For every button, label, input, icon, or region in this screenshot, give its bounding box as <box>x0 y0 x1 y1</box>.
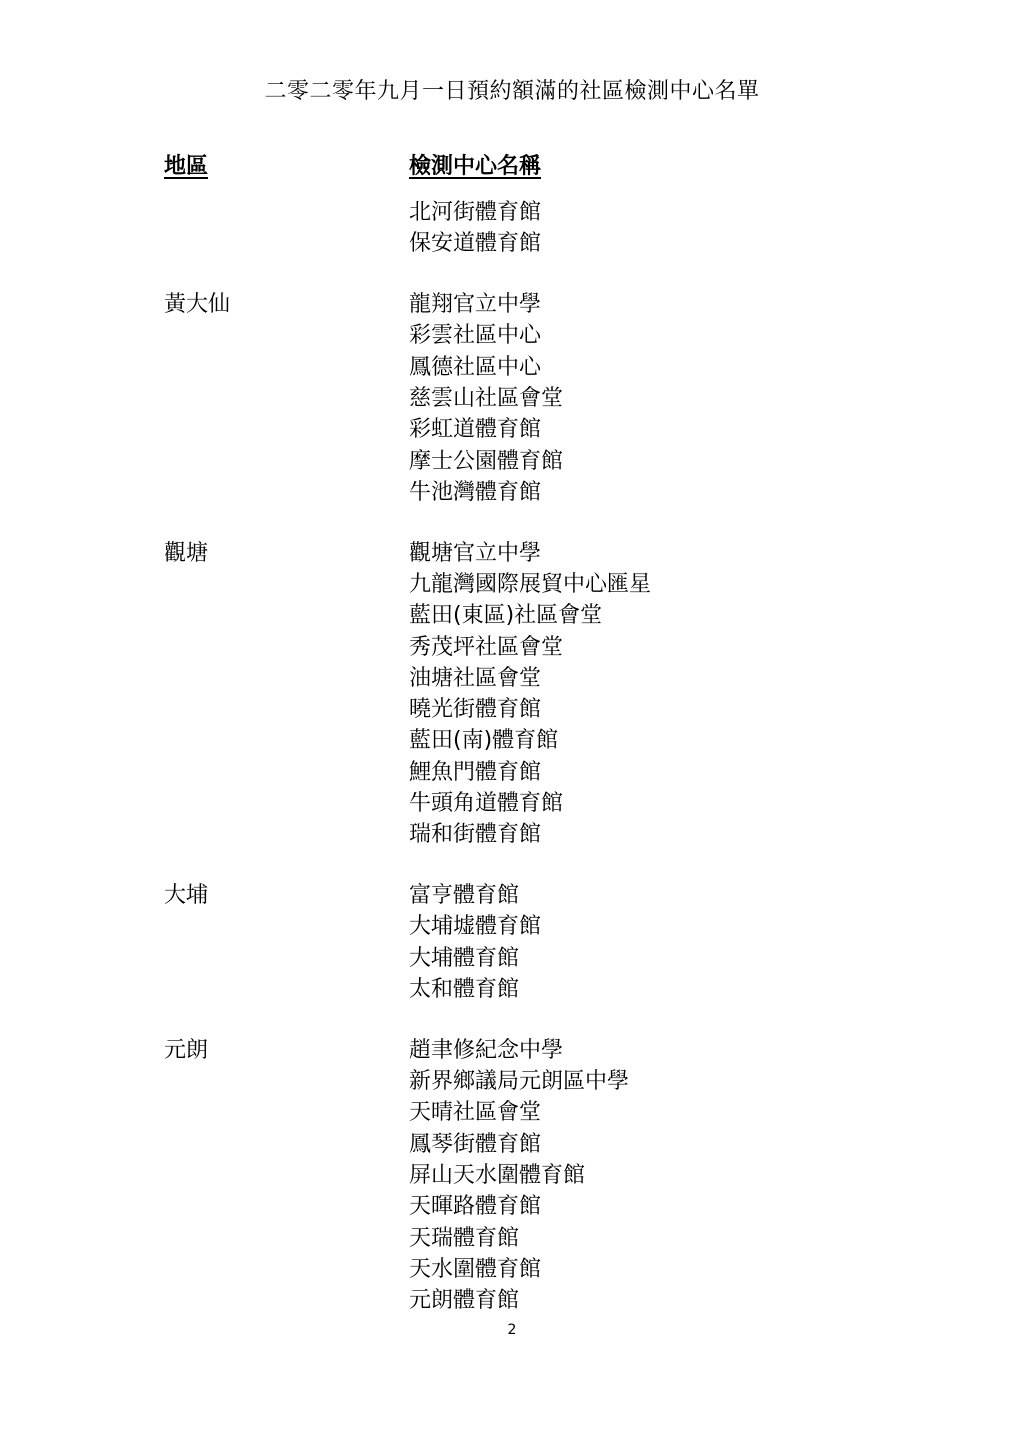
centre-name: 彩虹道體育館 <box>409 417 542 443</box>
page-number: 2 <box>507 1322 517 1338</box>
centre-name: 藍田(南)體育館 <box>409 728 559 754</box>
district-name: 元朗 <box>164 1037 209 1063</box>
centre-name: 藍田(東區)社區會堂 <box>409 603 603 629</box>
district-group <box>0 880 1024 1005</box>
district-group <box>0 289 1024 508</box>
centre-name: 天瑞體育館 <box>409 1225 520 1251</box>
centre-name: 鯉魚門體育館 <box>409 759 542 785</box>
centre-column-header: 檢測中心名稱 <box>409 154 542 179</box>
centre-list <box>409 289 1024 508</box>
centre-name: 油塘社區會堂 <box>409 665 542 691</box>
centre-name: 屏山天水圍體育館 <box>409 1163 586 1189</box>
centre-name: 大埔體育館 <box>409 945 520 971</box>
centre-name: 北河街體育館 <box>409 200 542 225</box>
centre-list <box>409 880 1024 1005</box>
page-title: 二零二零年九月一日預約額滿的社區檢測中心名單 <box>264 79 760 104</box>
centre-name: 鳳德社區中心 <box>409 354 542 380</box>
centre-name: 天暉路體育館 <box>409 1194 542 1220</box>
district-column-header: 地區 <box>164 154 209 179</box>
centre-name: 牛頭角道體育館 <box>409 791 564 817</box>
centre-name: 保安道體育館 <box>409 231 542 257</box>
centre-name: 元朗體育館 <box>409 1288 520 1314</box>
district-groups <box>0 197 1024 1346</box>
district-name: 黃大仙 <box>164 292 231 318</box>
centre-name: 彩雲社區中心 <box>409 323 542 349</box>
centre-name: 瑞和街體育館 <box>409 822 542 848</box>
centre-name: 太和體育館 <box>409 977 520 1003</box>
district-group <box>0 1035 1024 1317</box>
district-group <box>0 197 1024 260</box>
centre-name: 大埔墟體育館 <box>409 914 542 940</box>
table-header <box>0 149 1024 181</box>
centre-name: 趙聿修紀念中學 <box>409 1037 564 1063</box>
centre-name: 觀塘官立中學 <box>409 540 542 566</box>
centre-name: 曉光街體育館 <box>409 697 542 723</box>
centre-name: 新界鄉議局元朗區中學 <box>409 1069 630 1095</box>
centre-list <box>409 538 1024 851</box>
centre-list <box>409 1035 1024 1317</box>
district-name: 大埔 <box>164 883 209 909</box>
centre-name: 鳳琴街體育館 <box>409 1131 542 1157</box>
centre-name: 慈雲山社區會堂 <box>409 385 564 411</box>
district-group <box>0 538 1024 851</box>
centre-name: 牛池灣體育館 <box>409 479 542 505</box>
centre-name: 摩士公園體育館 <box>409 448 564 474</box>
centre-name: 天水圍體育館 <box>409 1256 542 1282</box>
centre-name: 九龍灣國際展貿中心匯星 <box>409 571 652 597</box>
centre-name: 龍翔官立中學 <box>409 292 542 318</box>
centre-name: 富亨體育館 <box>409 883 520 909</box>
centre-name: 天晴社區會堂 <box>409 1100 542 1126</box>
centre-name: 秀茂坪社區會堂 <box>409 634 564 660</box>
centre-list <box>409 197 1024 260</box>
district-name: 觀塘 <box>164 540 209 566</box>
